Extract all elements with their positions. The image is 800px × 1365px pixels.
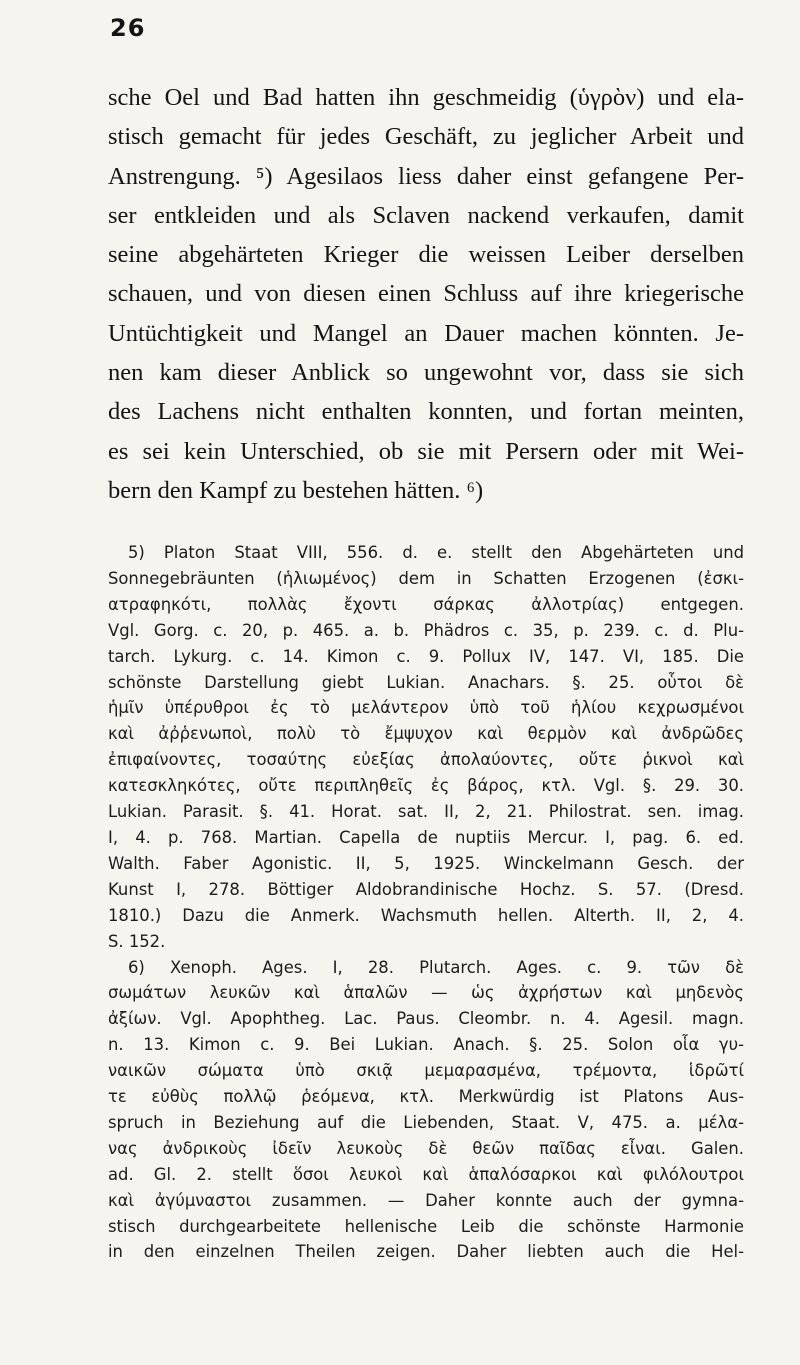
main-text-line: Untüchtigkeit und Mangel an Dauer machen könnten. Je- bbox=[108, 319, 744, 347]
main-text-line: stisch gemacht für jedes Geschäft, zu jeglicher Arbeit und bbox=[108, 123, 744, 151]
main-text-paragraph bbox=[108, 78, 744, 510]
footnotes bbox=[108, 540, 744, 1265]
footnote-6 bbox=[108, 955, 744, 1266]
footnote-line: ἐπιφαίνοντες, τοσαύτης εὐεξίας ἀπολαύοντες, οὔτε ῥικνοὶ καὶ bbox=[108, 750, 744, 770]
main-text-line: seine abgehärteten Krieger die weissen Leiber derselben bbox=[108, 241, 744, 269]
page-number: 26 bbox=[110, 14, 146, 42]
footnote-line: in den einzelnen Theilen zeigen. Daher liebten auch die Hel- bbox=[108, 1242, 744, 1262]
footnote-line: S. 152. bbox=[108, 931, 166, 951]
main-text-line: ser entkleiden und als Sclaven nackend verkaufen, damit bbox=[108, 201, 744, 229]
main-text-line: des Lachens nicht enthalten konnten, und fortan meinten, bbox=[108, 398, 744, 426]
footnote-line: 1810.) Dazu die Anmerk. Wachsmuth hellen. Alterth. II, 2, 4. bbox=[108, 905, 744, 925]
footnote-line: Vgl. Gorg. c. 20, p. 465. a. b. Phädros c. 35, p. 239. c. d. Plu- bbox=[108, 620, 744, 640]
footnote-line: stisch durchgearbeitete hellenische Leib die schönste Harmonie bbox=[108, 1216, 744, 1236]
footnote-line: Kunst I, 278. Böttiger Aldobrandinische Hochz. S. 57. (Dresd. bbox=[108, 879, 744, 899]
main-text-line: bern den Kampf zu bestehen hätten. ⁶) bbox=[108, 476, 484, 504]
footnote-line: σωμάτων λευκῶν καὶ ἁπαλῶν — ὡς ἀχρήστων καὶ μηδενὸς bbox=[108, 983, 744, 1003]
footnote-line: τε εὐθὺς πολλῷ ῥεόμενα, κτλ. Merkwürdig ist Platons Aus- bbox=[108, 1087, 744, 1107]
footnote-line: καὶ ἀγύμναστοι zusammen. — Daher konnte auch der gymna- bbox=[108, 1190, 744, 1210]
footnote-line: tarch. Lykurg. c. 14. Kimon c. 9. Pollux IV, 147. VI, 185. Die bbox=[108, 646, 744, 666]
main-text-line: es sei kein Unterschied, ob sie mit Persern oder mit Wei- bbox=[108, 437, 744, 465]
footnote-line: κατεσκληκότες, οὔτε περιπληθεῖς ἐς βάρος, κτλ. Vgl. §. 29. 30. bbox=[108, 776, 744, 796]
footnote-5 bbox=[108, 540, 744, 955]
footnote-line: ναικῶν σώματα ὑπὸ σκιᾷ μεμαρασμένα, τρέμοντα, ἱδρῶτί bbox=[108, 1061, 744, 1081]
footnote-line: ad. Gl. 2. stellt ὅσοι λευκοὶ καὶ ἁπαλόσαρκοι καὶ φιλόλουτροι bbox=[108, 1164, 744, 1184]
footnote-line: νας ἀνδρικοὺς ἰδεῖν λευκοὺς δὲ θεῶν παῖδας εἶναι. Galen. bbox=[108, 1138, 744, 1158]
footnote-line: Lukian. Parasit. §. 41. Horat. sat. II, 2, 21. Philostrat. sen. imag. bbox=[108, 802, 744, 822]
footnote-line: ἡμῖν ὑπέρυθροι ἐς τὸ μελάντερον ὑπὸ τοῦ ἡλίου κεχρωσμένοι bbox=[108, 698, 744, 718]
main-text-line: Anstrengung. ⁵) Agesilaos liess daher einst gefangene Per- bbox=[108, 162, 744, 190]
footnote-line: I, 4. p. 768. Martian. Capella de nuptiis Mercur. I, pag. 6. ed. bbox=[108, 827, 744, 847]
footnote-line: ατραφηκότι, πολλὰς ἔχοντι σάρκας ἀλλοτρίας) entgegen. bbox=[108, 594, 744, 614]
footnote-line: καὶ ἀῤῥενωποὶ, πολὺ τὸ ἔμψυχον καὶ θερμὸν καὶ ἀνδρῶδες bbox=[108, 724, 744, 744]
footnote-line: n. 13. Kimon c. 9. Bei Lukian. Anach. §. 25. Solon οἷα γυ- bbox=[108, 1035, 744, 1055]
main-text-line: sche Oel und Bad hatten ihn geschmeidig (ὑγρὸν) und ela- bbox=[108, 84, 744, 111]
footnote-line: ἀξίων. Vgl. Apophtheg. Lac. Paus. Cleombr. n. 4. Agesil. magn. bbox=[108, 1009, 744, 1029]
footnote-line: Walth. Faber Agonistic. II, 5, 1925. Winckelmann Gesch. der bbox=[108, 853, 744, 873]
footnote-line: schönste Darstellung giebt Lukian. Anachars. §. 25. οὗτοι δὲ bbox=[108, 672, 744, 692]
main-text-line: nen kam dieser Anblick so ungewohnt vor, dass sie sich bbox=[108, 359, 744, 387]
footnote-line: 6) Xenoph. Ages. I, 28. Plutarch. Ages. c. 9. τῶν δὲ bbox=[128, 957, 744, 977]
footnote-line: spruch in Beziehung auf die Liebenden, Staat. V, 475. a. μέλα- bbox=[108, 1112, 744, 1132]
main-text-line: schauen, und von diesen einen Schluss auf ihre kriegerische bbox=[108, 280, 744, 308]
footnote-line: 5) Platon Staat VIII, 556. d. e. stellt den Abgehärteten und bbox=[128, 543, 744, 562]
footnote-line: Sonnegebräunten (ἡλιωμένος) dem in Schatten Erzogenen (ἐσκι- bbox=[108, 568, 744, 588]
